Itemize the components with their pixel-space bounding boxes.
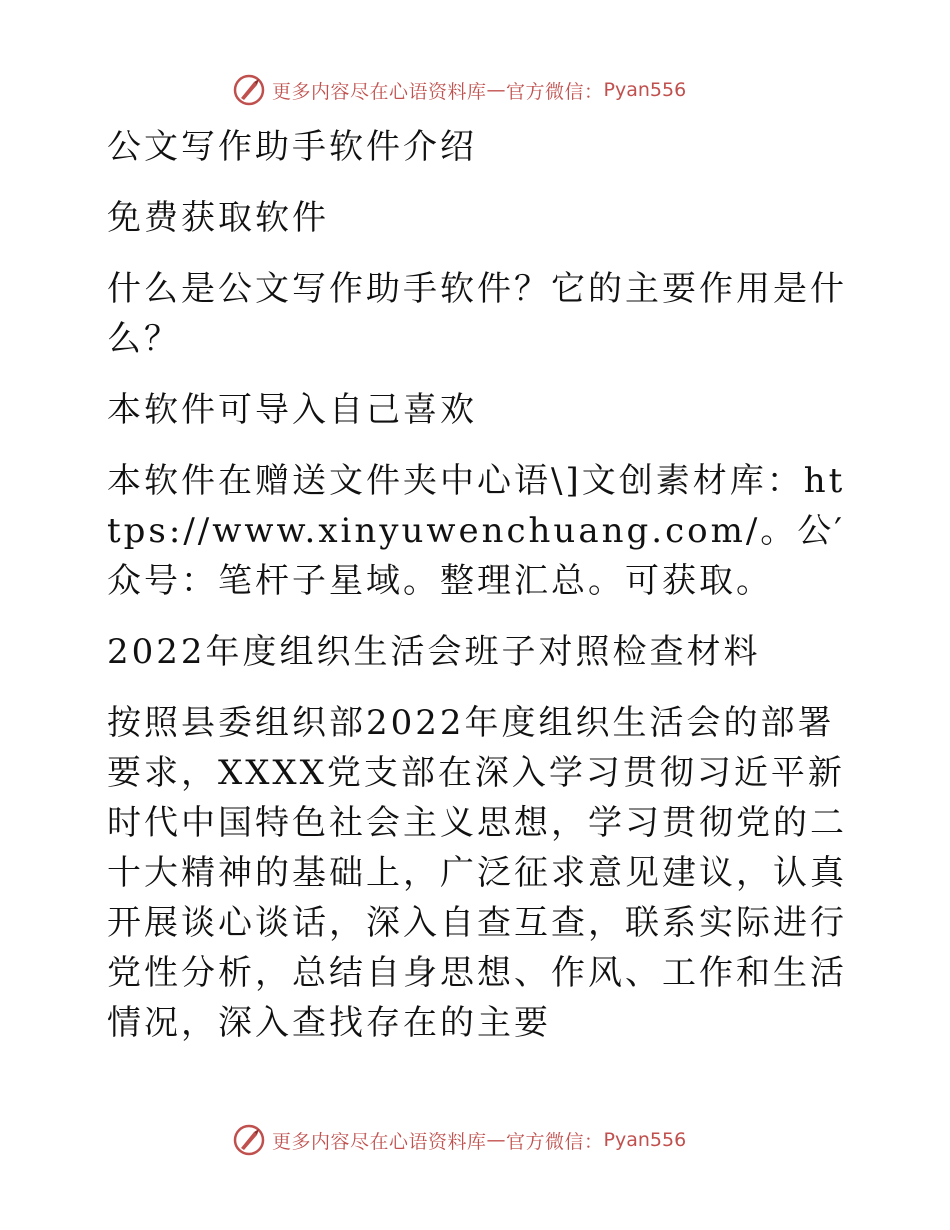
quill-seal-logo-icon [232, 1123, 266, 1157]
header-watermark [232, 70, 752, 110]
material-title-paragraph: 2022年度组织生活会班子对照检查材料 [107, 632, 761, 672]
watermark-brand-text: 更多内容尽在心语资料库 [272, 80, 487, 103]
document-body [97, 122, 857, 1069]
source-paragraph: 本软件在赠送文件夹中心语\]文创素材库：https://www.xinyuwenchuang.com/。公′众号：笔杆子星域。整理汇总。可获取。 [107, 461, 846, 601]
free-download-paragraph: 免费获取软件 [107, 198, 329, 238]
watermark-wechat-label: 官方微信： [506, 1130, 604, 1153]
body-paragraph: 按照县委组织部2022年度组织生活会的部署要求，XXXX党支部在深入学习贯彻习近平新时代中国特色社会主义思想，学习贯彻党的二十大精神的基础上，广泛征求意见建议，认真开展谈心谈话，深入自查互查，联系实际进行党性分析，总结自身思想、作风、工作和生活情况，深入查找存在的主要 [107, 703, 847, 1043]
watermark-separator: — [486, 79, 507, 101]
watermark-wechat-id: Pyan556 [603, 79, 687, 101]
doc-title-paragraph: 公文写作助手软件介绍 [107, 127, 477, 167]
watermark-brand-text: 更多内容尽在心语资料库 [272, 1130, 487, 1153]
watermark-separator: — [486, 1129, 507, 1151]
question-paragraph: 什么是公文写作助手软件？它的主要作用是什么？ [107, 269, 847, 359]
import-paragraph: 本软件可导入自己喜欢 [107, 390, 477, 430]
footer-watermark [232, 1120, 752, 1160]
watermark-wechat-label: 官方微信： [506, 80, 604, 103]
watermark-wechat-id: Pyan556 [603, 1129, 687, 1151]
quill-seal-logo-icon [232, 73, 266, 107]
